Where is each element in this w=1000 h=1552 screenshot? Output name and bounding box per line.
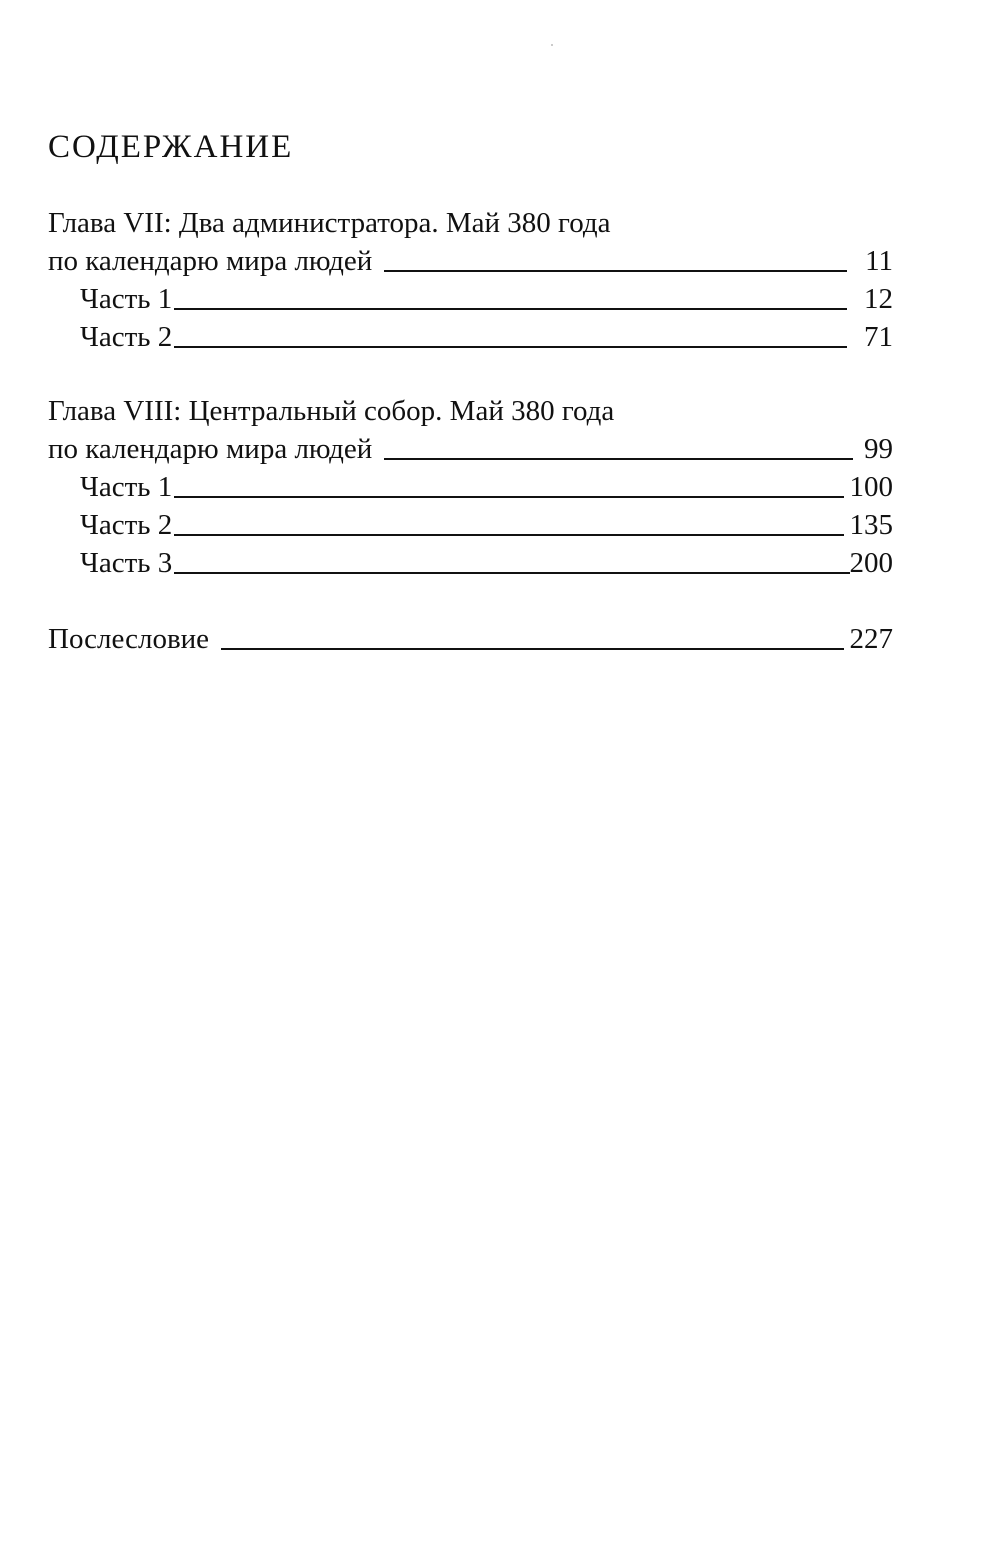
page-number: 99 [864,433,893,465]
dot-leader [221,648,843,650]
toc-entry-label: Часть 2 [80,321,173,353]
page-number: 227 [849,623,893,655]
dot-leader [174,308,847,310]
toc-entry-part [80,544,893,582]
toc-entry-part [80,468,893,506]
toc-entry-label: Часть 2 [80,509,173,541]
chapter-heading: Глава VII: Два администратора. Май 380 года [48,207,611,239]
page-number: 100 [849,471,893,503]
dot-leader [174,346,847,348]
chapter-heading: Глава VIII: Центральный собор. Май 380 года [48,395,615,427]
toc-entry-afterword [48,620,893,658]
page-title: СОДЕРЖАНИЕ [48,129,294,165]
toc-entry-label: Часть 1 [80,471,173,503]
page-number: 12 [864,283,893,315]
toc-entry-label: по календарю мира людей [48,433,373,465]
toc-entry-label: Послесловие [48,623,210,655]
toc-entry-label: Часть 1 [80,283,173,315]
dot-leader [174,572,849,574]
page-number: 135 [849,509,893,541]
toc-entry-label: Часть 3 [80,547,173,579]
toc-entry-part [80,318,893,356]
toc-entry-label: по календарю мира людей [48,245,373,277]
scan-speck [551,44,553,46]
dot-leader [384,270,847,272]
toc-entry-part [80,506,893,544]
dot-leader [384,458,853,460]
page-number: 71 [864,321,893,353]
toc-entry-part [80,280,893,318]
dot-leader [174,496,843,498]
page-number: 200 [849,547,893,579]
dot-leader [174,534,843,536]
page-number: 11 [865,245,893,277]
toc-entry-chapter-8 [48,430,893,468]
toc-entry-chapter-7 [48,242,893,280]
